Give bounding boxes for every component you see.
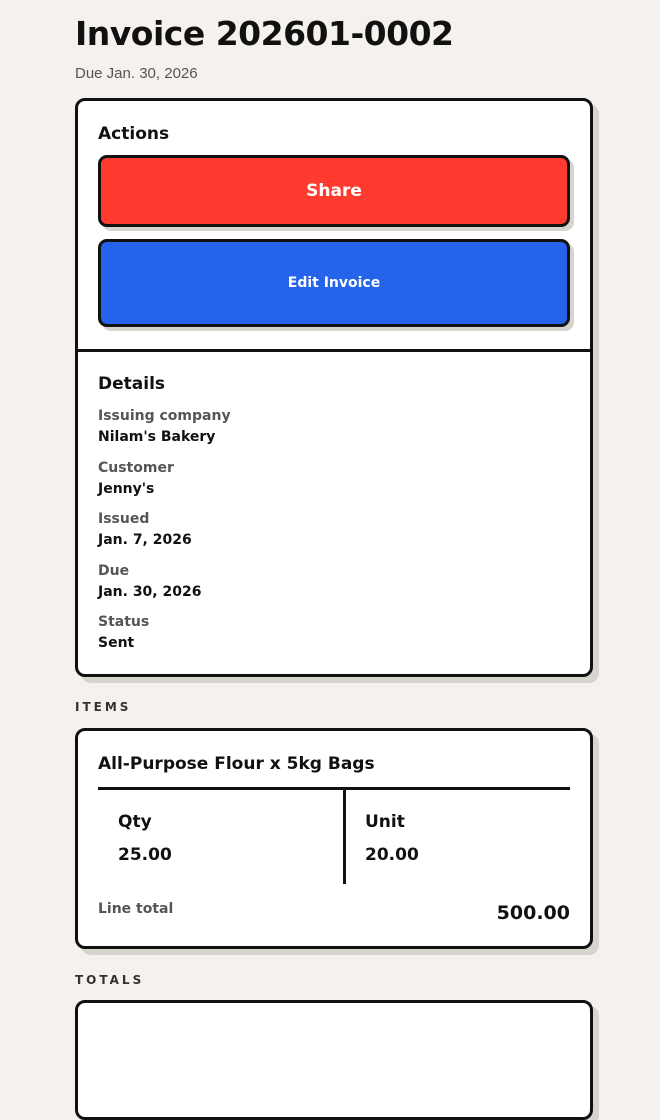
line-total-value: 500.00	[496, 902, 570, 924]
totals-card	[75, 1000, 593, 1120]
unit-label: Unit	[365, 812, 405, 832]
field-label: Customer	[98, 460, 174, 476]
column-divider	[343, 787, 346, 884]
status-value: Sent	[98, 635, 135, 651]
page-title: Invoice 202601-0002	[75, 14, 454, 53]
field-value: Jenny's	[98, 481, 155, 497]
qty-value: 25.00	[118, 845, 172, 865]
qty-label: Qty	[118, 812, 152, 832]
actions-details-card	[75, 98, 593, 677]
items-section-label: ITEMS	[75, 700, 132, 714]
line-total-label: Line total	[98, 901, 174, 917]
details-heading: Details	[98, 374, 166, 394]
field-label: Issuing company	[98, 408, 231, 424]
share-button[interactable]: Share	[98, 155, 570, 227]
field-label: Status	[98, 614, 150, 630]
item-card	[75, 728, 593, 949]
field-label: Due	[98, 563, 130, 579]
actions-heading: Actions	[98, 124, 170, 144]
field-value: Jan. 30, 2026	[98, 584, 202, 600]
totals-section-label: TOTALS	[75, 973, 145, 987]
field-value: Jan. 7, 2026	[98, 532, 192, 548]
due-date: Due Jan. 30, 2026	[75, 65, 198, 82]
field-label: Issued	[98, 511, 150, 527]
item-name: All-Purpose Flour x 5kg Bags	[98, 754, 375, 774]
field-value: Nilam's Bakery	[98, 429, 216, 445]
unit-value: 20.00	[365, 845, 419, 865]
edit-invoice-button[interactable]: Edit Invoice	[98, 239, 570, 327]
divider	[78, 349, 590, 352]
item-divider	[98, 787, 570, 790]
